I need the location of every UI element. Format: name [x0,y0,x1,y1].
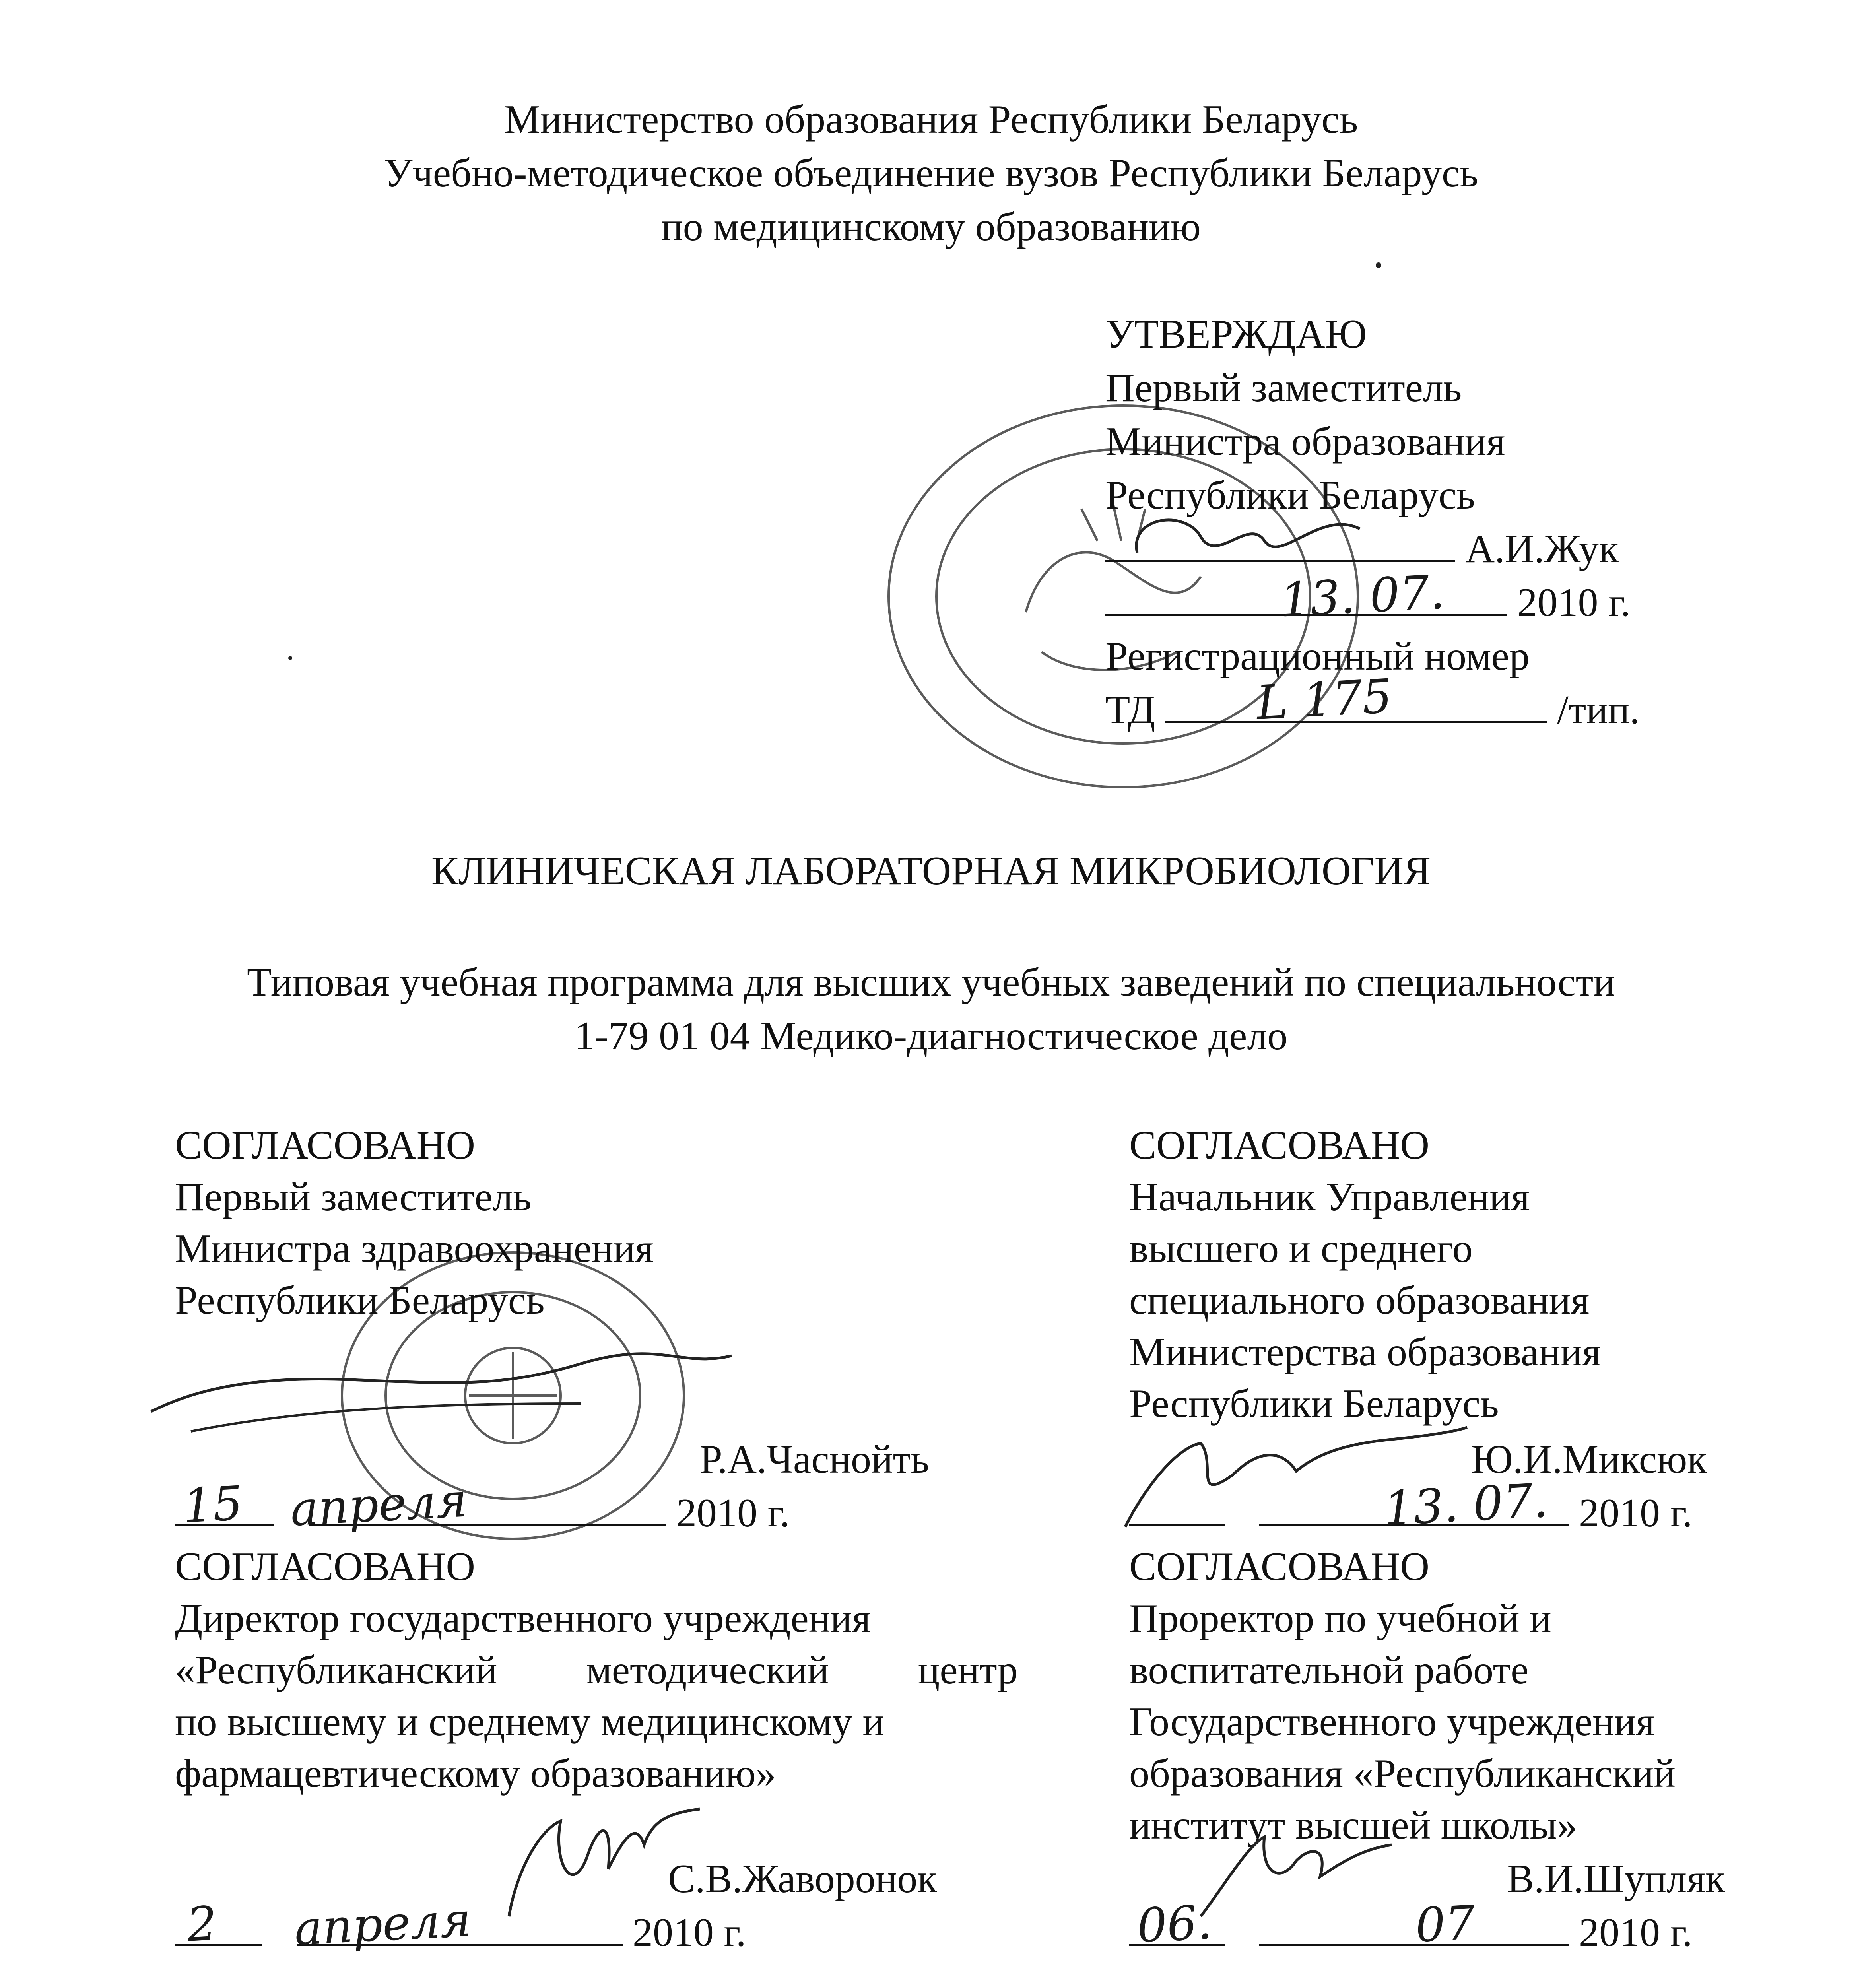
approve-reg-label: Регистрационный номер [1105,634,1530,679]
b4-line-4: образования «Республиканский [1129,1751,1676,1796]
b1-line-3: Республики Беларусь [175,1278,545,1323]
b3-line-1: Директор государственного учреждения [175,1596,871,1641]
b4-line-3: Государственного учреждения [1129,1699,1655,1744]
document-title: КЛИНИЧЕСКАЯ ЛАБОРАТОРНАЯ МИКРОБИОЛОГИЯ [431,848,1431,893]
b3-line-3: по высшему и среднему медицинскому и [175,1699,885,1744]
header-specialty: по медицинскому образованию [661,204,1201,249]
b1-label: СОГЛАСОВАНО [175,1123,476,1168]
b2-name: Ю.И.Миксюк [1471,1437,1707,1482]
b1-year: 2010 г. [676,1491,790,1536]
b2-date-handwritten: 13. 07. [1382,1473,1549,1536]
approve-title: УТВЕРЖДАЮ [1105,312,1367,357]
b1-date-month-handwritten: апреля [289,1472,469,1537]
b4-line-5: институт высшей школы» [1129,1803,1577,1848]
approve-position-2: Министра образования [1105,419,1505,464]
b4-line-2: воспитательной работе [1129,1648,1529,1693]
b1-line-1: Первый заместитель [175,1175,532,1219]
b3-name: С.В.Жаворонок [668,1856,937,1901]
approve-year: 2010 г. [1517,580,1631,625]
b2-year: 2010 г. [1579,1491,1693,1536]
approve-signature-line [1105,526,1619,571]
header-ministry: Министерство образования Республики Беларусь [504,97,1358,142]
document-subtitle: Типовая учебная программа для высших учебных заведений по специальности [247,960,1615,1005]
month-blank [1259,1937,1569,1946]
b2-label: СОГЛАСОВАНО [1129,1123,1430,1168]
b4-label: СОГЛАСОВАНО [1129,1544,1430,1589]
b4-name: В.И.Шупляк [1507,1856,1725,1901]
b2-line-5: Республики Беларусь [1129,1381,1499,1426]
b3-year: 2010 г. [633,1910,746,1955]
b3-line-2-part-3: центр [918,1648,1018,1693]
b3-label: СОГЛАСОВАНО [175,1544,476,1589]
b4-date-line [1129,1912,1692,1953]
scan-speck [288,656,292,660]
approve-position-1: Первый заместитель [1105,365,1462,410]
b1-name: Р.А.Часнойть [700,1437,929,1482]
day-blank [1129,1517,1225,1526]
approve-position-3: Республики Беларусь [1105,473,1475,518]
b1-date-line [175,1493,790,1534]
b1-date-day-handwritten: 15 [181,1475,244,1534]
b3-line-2-part-2: методический [586,1648,829,1693]
approve-reg-handwritten: L 175 [1255,668,1394,730]
b3-line-4: фармацевтическому образованию» [175,1751,776,1796]
document-specialty-code: 1-79 01 04 Медико-диагностическое дело [574,1013,1288,1058]
b2-line-1: Начальник Управления [1129,1175,1530,1219]
b3-line-2-part-1: «Республиканский [175,1648,497,1693]
approve-name: А.И.Жук [1465,526,1619,571]
signature-blank [1105,553,1455,562]
approve-reg-suffix: /тип. [1557,687,1640,732]
b2-line-3: специального образования [1129,1278,1590,1323]
approve-reg-prefix: ТД [1105,687,1155,732]
b3-line-2 [175,1650,1018,1691]
b4-line-1: Проректор по учебной и [1129,1596,1551,1641]
b3-date-month-handwritten: апреля [293,1892,473,1956]
b4-date-month-handwritten: 07 [1414,1895,1477,1953]
approve-date-handwritten: 13. 07. [1279,564,1446,628]
b4-year: 2010 г. [1579,1910,1693,1955]
scan-speck [1376,262,1381,268]
b1-line-2: Министра здравоохранения [175,1226,654,1271]
header-association: Учебно-методическое объединение вузов Республики Беларусь [384,151,1478,196]
b2-line-2: высшего и среднего [1129,1226,1473,1271]
b4-date-day-handwritten: 06. [1136,1895,1214,1953]
b2-line-4: Министерства образования [1129,1330,1601,1375]
b3-date-day-handwritten: 2 [185,1896,218,1952]
